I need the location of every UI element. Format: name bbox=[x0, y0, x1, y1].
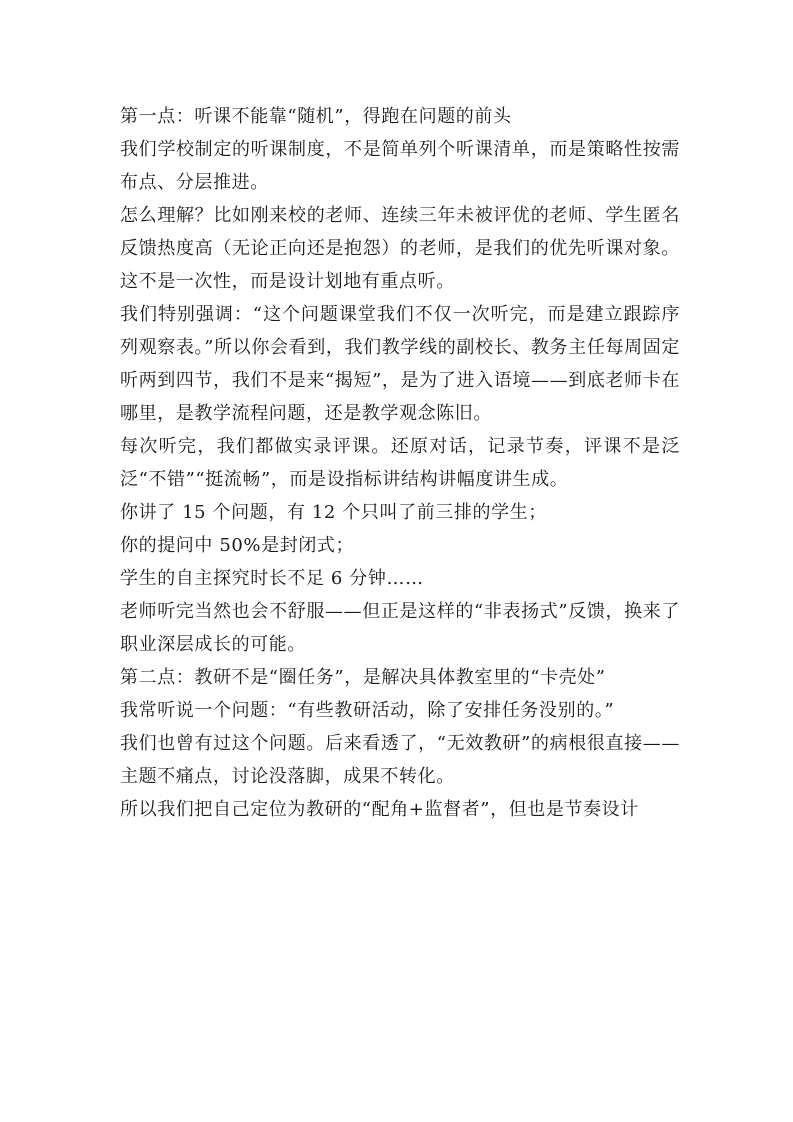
paragraph: 每次听完，我们都做实录评课。还原对话，记录节奏，评课不是泛泛“不错”“挺流畅”，而是设指标讲结构讲幅度讲生成。 bbox=[120, 436, 680, 490]
heading-point-one: 第一点：听课不能靠“随机”，得跑在问题的前头 bbox=[120, 106, 512, 127]
paragraph: 我们特别强调：“这个问题课堂我们不仅一次听完，而是建立跟踪序列观察表。”所以你会看到，我们教学线的副校长、教务主任每周固定听两到四节，我们不是来“揭短”，是为了进入语境——到底老师卡在哪里，是教学流程问题，还是教学观念陈旧。 bbox=[120, 304, 680, 424]
paragraph: 老师听完当然也会不舒服——但正是这样的“非表扬式”反馈，换来了职业深层成长的可能。 bbox=[120, 601, 680, 655]
paragraph: 我们也曾有过这个问题。后来看透了，“无效教研”的病根很直接——主题不痛点，讨论没落脚，成果不转化。 bbox=[120, 733, 680, 787]
paragraph: 所以我们把自己定位为教研的“配角+监督者”，但也是节奏设计 bbox=[120, 799, 639, 820]
paragraph: 我常听说一个问题：“有些教研活动，除了安排任务没别的。” bbox=[120, 700, 615, 721]
paragraph: 你讲了 15 个问题，有 12 个只叫了前三排的学生； bbox=[120, 502, 547, 523]
paragraph: 怎么理解？比如刚来校的老师、连续三年未被评优的老师、学生匿名反馈热度高（无论正向还是抱怨）的老师，是我们的优先听课对象。这不是一次性，而是设计划地有重点听。 bbox=[120, 205, 680, 292]
document-body bbox=[120, 100, 680, 826]
paragraph: 我们学校制定的听课制度，不是简单列个听课清单，而是策略性按需布点、分层推进。 bbox=[120, 139, 680, 193]
paragraph: 你的提问中 50%是封闭式； bbox=[120, 535, 355, 556]
paragraph: 学生的自主探究时长不足 6 分钟…… bbox=[120, 568, 424, 589]
heading-point-two: 第二点：教研不是“圈任务”，是解决具体教室里的“卡壳处” bbox=[120, 667, 606, 688]
